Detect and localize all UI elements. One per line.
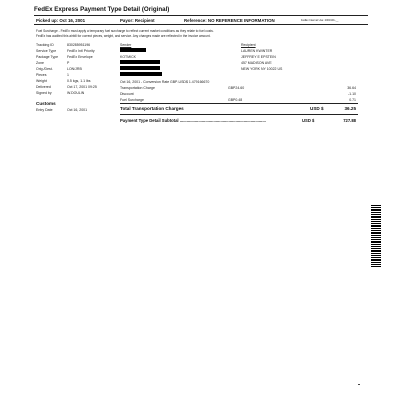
charge-usd: 0.71 <box>349 98 356 102</box>
service-type-value: FedEx Intl Priority <box>67 49 95 53</box>
subtotal-rule <box>120 114 358 115</box>
weight-value: 0.5 kgs, 1.1 lbs <box>67 79 91 83</box>
payor: Payor: Recipient <box>120 18 155 23</box>
recipient-heading: Recipient <box>241 43 256 47</box>
audit-note: FedEx has audited this airbill for correct pieces, weight, and service. Any changes made are reflected in the invoice amount. <box>36 34 211 38</box>
signed-by-value: W.DOULIN <box>67 91 85 95</box>
charge-label: Transportation Charge <box>120 86 155 90</box>
picked-up-date: Picked up: Oct 16, 2001 <box>36 18 86 23</box>
weight-label: Weight <box>36 79 47 83</box>
recipient-line: JEFFREY E EPSTEIN <box>241 55 276 59</box>
header-top-rule <box>34 15 368 16</box>
subtotal-label: Payment Type Detail Subtotal .......................................................................... <box>120 118 266 123</box>
total-amount: 36.25 <box>344 106 356 111</box>
recipient-line: NEW YORK NY 10022 US <box>241 67 283 71</box>
sender-line: KOTMICK <box>120 55 136 59</box>
internal-use: FedEx Internal Use: 2001901-__ <box>301 19 339 22</box>
subtotal-currency: USD $ <box>302 118 315 123</box>
sender-heading: Sender <box>120 43 132 47</box>
redaction-bar <box>120 66 160 70</box>
pieces-value: 1 <box>67 73 69 77</box>
signed-by-label: Signed by <box>36 91 52 95</box>
total-rule <box>120 103 358 104</box>
redaction-bar <box>120 60 160 64</box>
delivered-value: Oct 17, 2001 09:25 <box>67 85 97 89</box>
charge-label: Discount <box>120 92 134 96</box>
customs-heading: Customs <box>36 101 56 106</box>
charge-label: Fuel Surcharge <box>120 98 144 102</box>
reference: Reference: NO REFERENCE INFORMATION <box>184 18 275 23</box>
page-mark <box>358 384 360 385</box>
charge-usd: 36.64 <box>347 86 356 90</box>
zone-label: Zone <box>36 61 44 65</box>
header-bottom-rule <box>34 24 368 25</box>
tracking-id-value: 830285951196 <box>67 43 91 47</box>
orig-dest-label: Orig./Dest. <box>36 67 53 71</box>
package-type-value: FedEx Envelope <box>67 55 93 59</box>
entry-date-label: Entry Date <box>36 108 53 112</box>
page-title: FedEx Express Payment Type Detail (Original) <box>34 6 170 13</box>
recipient-line: LAUREN KWINTER <box>241 49 273 53</box>
fuel-surcharge-note: Fuel Surcharge - FedEx must apply a temporary fuel surcharge to reflect current market conditions as they relate to fuel costs. <box>36 29 214 33</box>
charge-gbp: GBP0.48 <box>228 98 243 102</box>
barcode <box>371 205 381 268</box>
total-currency: USD $ <box>310 106 324 111</box>
charge-gbp: GBP24.60 <box>228 86 245 90</box>
conversion-rate-text: Oct 16, 2001 - Conversion Rate <box>120 80 170 84</box>
service-type-label: Service Type <box>36 49 57 53</box>
orig-dest-value: LON/JRB <box>67 67 82 71</box>
subtotal-amount: 727.88 <box>343 118 356 123</box>
tracking-id-label: Tracking ID <box>36 43 54 47</box>
redaction-bar <box>120 48 146 52</box>
total-label: Total Transportation Charges <box>120 106 184 111</box>
delivered-label: Delivered <box>36 85 51 89</box>
recipient-line: 457 MADISON AVE <box>241 61 272 65</box>
charge-usd: -1.10 <box>348 92 356 96</box>
conversion-rate-value: GBP-USD$ 1.479166670 <box>170 80 210 84</box>
redaction-bar <box>120 72 162 76</box>
pieces-label: Pieces <box>36 73 47 77</box>
package-type-label: Package Type <box>36 55 59 59</box>
entry-date-value: Oct 16, 2001 <box>67 108 88 112</box>
zone-value: P <box>67 61 70 65</box>
